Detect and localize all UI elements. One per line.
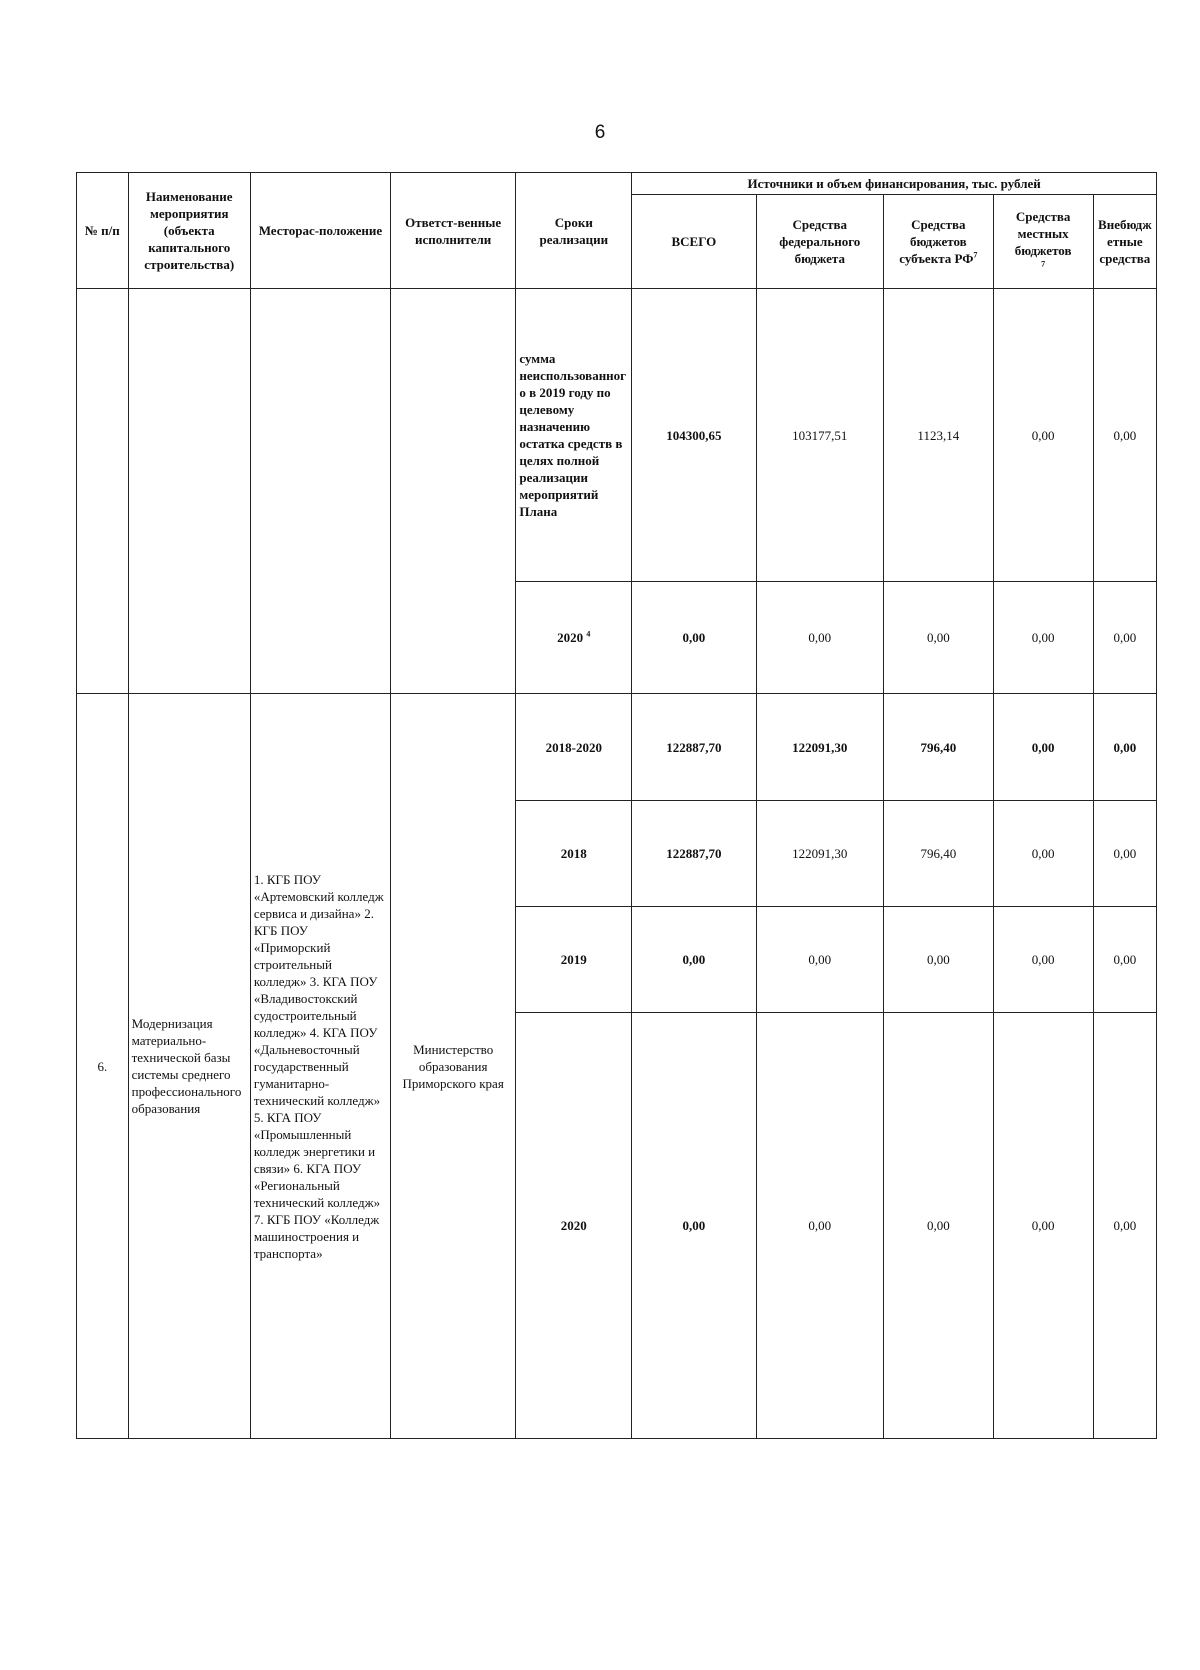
- cell-empty: [128, 289, 250, 694]
- page-number: 6: [594, 122, 606, 143]
- table-row: [77, 289, 1157, 582]
- total-cell: 0,00: [632, 907, 756, 1013]
- header-local: [993, 195, 1093, 289]
- regional-cell: 0,00: [884, 1013, 994, 1439]
- header-responsible: Ответст-венные исполнители: [390, 173, 515, 289]
- term-cell: сумма неиспользованного в 2019 году по целевому назначению остатка средств в целях полной реализации мероприятий Плана: [516, 289, 632, 582]
- offbudget-cell: 0,00: [1093, 1013, 1156, 1439]
- total-cell: 104300,65: [632, 289, 756, 582]
- total-cell: 122887,70: [632, 801, 756, 907]
- cell-empty: [77, 289, 129, 694]
- term-cell: [516, 582, 632, 694]
- regional-cell: 1123,14: [884, 289, 994, 582]
- header-offbudget: Внебюджетные средства: [1093, 195, 1156, 289]
- offbudget-cell: 0,00: [1093, 907, 1156, 1013]
- item-name: Модернизация материально-технической базы системы среднего профессионального образования: [128, 694, 250, 1439]
- local-cell: 0,00: [993, 801, 1093, 907]
- term-note: 4: [586, 629, 591, 639]
- local-cell: 0,00: [993, 907, 1093, 1013]
- header-name: Наименование мероприятия (объекта капитального строительства): [128, 173, 250, 289]
- header-regional-label: Средства бюджетов субъекта РФ: [899, 217, 974, 266]
- federal-cell: 0,00: [756, 1013, 883, 1439]
- term-cell: 2018-2020: [516, 694, 632, 801]
- header-row-1: [77, 173, 1157, 195]
- header-location: Месторас-положение: [250, 173, 390, 289]
- table-row: [77, 694, 1157, 801]
- header-total: ВСЕГО: [632, 195, 756, 289]
- cell-empty: [250, 289, 390, 694]
- regional-cell: 796,40: [884, 801, 994, 907]
- offbudget-cell: 0,00: [1093, 289, 1156, 582]
- federal-cell: 0,00: [756, 907, 883, 1013]
- header-local-label: Средства местных бюджетов: [1014, 208, 1072, 258]
- federal-cell: 103177,51: [756, 289, 883, 582]
- header-num: № п/п: [77, 173, 129, 289]
- offbudget-cell: 0,00: [1093, 582, 1156, 694]
- item-number: 6.: [77, 694, 129, 1439]
- term-cell: 2020: [516, 1013, 632, 1439]
- term-cell: 2018: [516, 801, 632, 907]
- local-cell: 0,00: [993, 694, 1093, 801]
- item-responsible: Министерство образования Приморского края: [390, 694, 515, 1439]
- local-cell: 0,00: [993, 582, 1093, 694]
- regional-cell: 0,00: [884, 582, 994, 694]
- header-federal: Средства федерального бюджета: [756, 195, 883, 289]
- offbudget-cell: 0,00: [1093, 801, 1156, 907]
- offbudget-cell: 0,00: [1093, 694, 1156, 801]
- federal-cell: 0,00: [756, 582, 883, 694]
- header-terms: Сроки реализации: [516, 173, 632, 289]
- federal-cell: 122091,30: [756, 694, 883, 801]
- header-financing-group: Источники и объем финансирования, тыс. рублей: [632, 173, 1157, 195]
- term-label: 2020: [557, 630, 584, 645]
- financing-table: [76, 172, 1157, 1439]
- header-local-note: 7: [1041, 259, 1046, 269]
- term-cell: 2019: [516, 907, 632, 1013]
- header-regional: [884, 195, 994, 289]
- federal-cell: 122091,30: [756, 801, 883, 907]
- local-cell: 0,00: [993, 1013, 1093, 1439]
- item-location: 1. КГБ ПОУ «Артемовский колледж сервиса и дизайна» 2. КГБ ПОУ «Приморский строительный колледж» 3. КГА ПОУ «Владивостокский судостроительный колледж» 4. КГА ПОУ «Дальневосточный государственный гуманитарно-технический колледж» 5. КГА ПОУ «Промышленный колледж энергетики и связи» 6. КГА ПОУ «Региональный технический колледж» 7. КГБ ПОУ «Колледж машиностроения и транспорта»: [250, 694, 390, 1439]
- regional-cell: 796,40: [884, 694, 994, 801]
- cell-empty: [390, 289, 515, 694]
- total-cell: 0,00: [632, 1013, 756, 1439]
- total-cell: 0,00: [632, 582, 756, 694]
- regional-cell: 0,00: [884, 907, 994, 1013]
- header-regional-note: 7: [973, 250, 978, 260]
- total-cell: 122887,70: [632, 694, 756, 801]
- local-cell: 0,00: [993, 289, 1093, 582]
